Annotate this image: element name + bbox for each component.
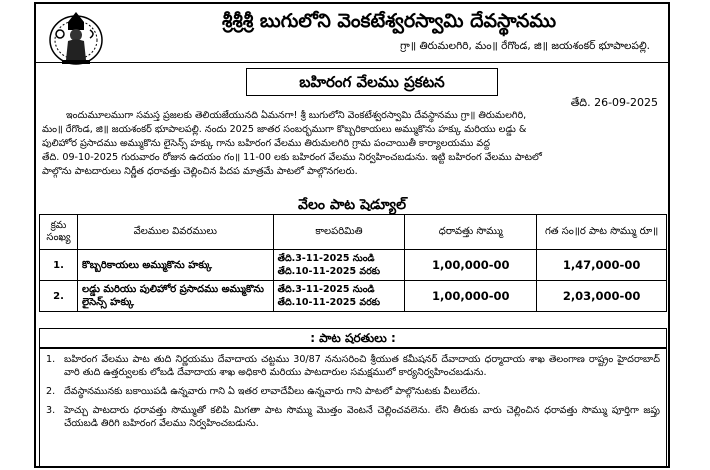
intro-line: పాల్గొను పాటదారులు నిర్ణీత ధరావత్తు చెల్లించిన పిదప మాత్రమే పాటలో పాల్గొనగలరు. [42,166,358,177]
table-header-row [40,215,667,250]
period-to: తేది.10-11-2025 వరకు [277,266,380,277]
auction-schedule-table [39,214,667,312]
intro-line: తేది. 09-10-2025 గురువారం రోజున ఉదయం గం॥ 11-00 లకు బహిరంగ వేలము నిర్వహించబడును. ఇట్టి బహిరంగ వేలము పాటలో [42,152,542,163]
col-header-item: వేలముల వివరములు [77,215,273,250]
row-serial: 1. [40,250,78,281]
notice-date: తేది. 26-09-2025 [570,96,658,109]
term-number: 1. [46,354,56,365]
term-item [46,385,660,398]
notice-document [34,2,670,468]
row-last-year: 1,47,000-00 [537,250,667,281]
header-divider [36,62,668,63]
period-from: తేది.3-11-2025 నుండి [277,253,375,264]
row-deposit: 1,00,000-00 [405,281,537,312]
term-text: దేవస్థానమునకు బకాయిపడి ఉన్నవారు గాని ఏ ఇతర లావాదేవీలు ఉన్నవారు గాని పాటలో పాల్గొనుటకు వీలులేదు. [64,386,481,397]
terms-heading: : పాట షరతులు : [39,328,667,348]
row-last-year: 2,03,000-00 [537,281,667,312]
term-number: 3. [46,405,56,416]
row-serial: 2. [40,281,78,312]
col-header-deposit: ధరావత్తు సొమ్ము [405,215,537,250]
term-text: బహిరంగ వేలము పాట తుది నిర్ణయము దేవాదాయ చట్టము 30/87 ననుసరించి శ్రీయుత కమీషనర్ దేవాదాయ ధర్మాదాయ శాఖ తెలంగాణ రాష్ట్రం హైదరాబాద్ వారి తుది ఉత్తర్వులకు లోబడి దేవాదాయ శాఖ అధికారి మరియు పాటదారుల సమక్షములో కార్యనిర్వహించబడును. [64,354,660,378]
period-to: తేది.10-11-2025 వరకు [277,297,380,308]
notice-heading: బహిరంగ వేలము ప్రకటన [246,68,498,96]
terms-list [39,348,667,468]
term-item [46,353,660,379]
row-item: కొబ్బరికాయలు అమ్ముకొను హక్కు [77,250,273,281]
intro-line: మం॥ రేగొండ, జి॥ జయశంకర్ భూపాలపల్లి. నందు 2025 జాతర సంబర్భముగా కొబ్బరికాయలు అమ్ముకొను హక్కు మరియు లడ్డు & [42,124,527,135]
term-text: హెచ్చు పాటదారు ధరావత్తు సొమ్ముతో కలిపి మిగతా పాట సొమ్ము మొత్తం వెంటనే చెల్లించవలెను. లేని తీరుకు వారు చెల్లించిన ధరావత్తు సొమ్ము పూర్తిగా జప్తు చేయబడి తిరిగి బహిరంగ వేలము నిర్వహించబడును. [64,405,660,429]
row-deposit: 1,00,000-00 [405,250,537,281]
intro-paragraph [42,109,662,179]
period-from: తేది.3-11-2025 నుండి [277,284,375,295]
term-number: 2. [46,386,56,397]
intro-line: ఇందుమూలముగా సమస్త ప్రజలకు తెలియజేయునది ఏమనగా! శ్రీ బుగులోని వెంకటేశ్వరస్వామి దేవస్థానము గ్రా॥ తిరుమలగిరి, [66,110,527,121]
col-header-period: కాలపరిమితి [273,215,405,250]
temple-address: గ్రా॥ తిరుమలగిరి, మం॥ రేగొండ, జి॥ జయశంకర్ భూపాలపల్లి. [400,40,650,52]
term-item [46,404,660,430]
col-header-serial: క్రమ సంఖ్య [40,215,78,250]
deity-emblem-icon [44,10,108,66]
schedule-heading: వేలం పాట షెడ్యూల్ [298,197,406,213]
table-row [40,281,667,312]
row-item: లడ్డు మరియు పులిహోర ప్రసాదము అమ్ముకొను లైసెన్స్ హక్కు [77,281,273,312]
row-period [273,281,405,312]
intro-line: పులిహోర ప్రసాదము అమ్ముకొను లైసెన్స్ హక్కు గాను బహిరంగ వేలము తిరుమలగిరి గ్రామ పంచాయితీ కార్యాలయము వద్ద [42,138,490,149]
temple-title: శ్రీశ్రీశ్రీ బుగులోని వెంకటేశ్వరస్వామి దేవస్థానము [221,10,557,32]
row-period [273,250,405,281]
col-header-last-year: గత సం॥ర పాట సొమ్ము రూ॥ [537,215,667,250]
table-row [40,250,667,281]
